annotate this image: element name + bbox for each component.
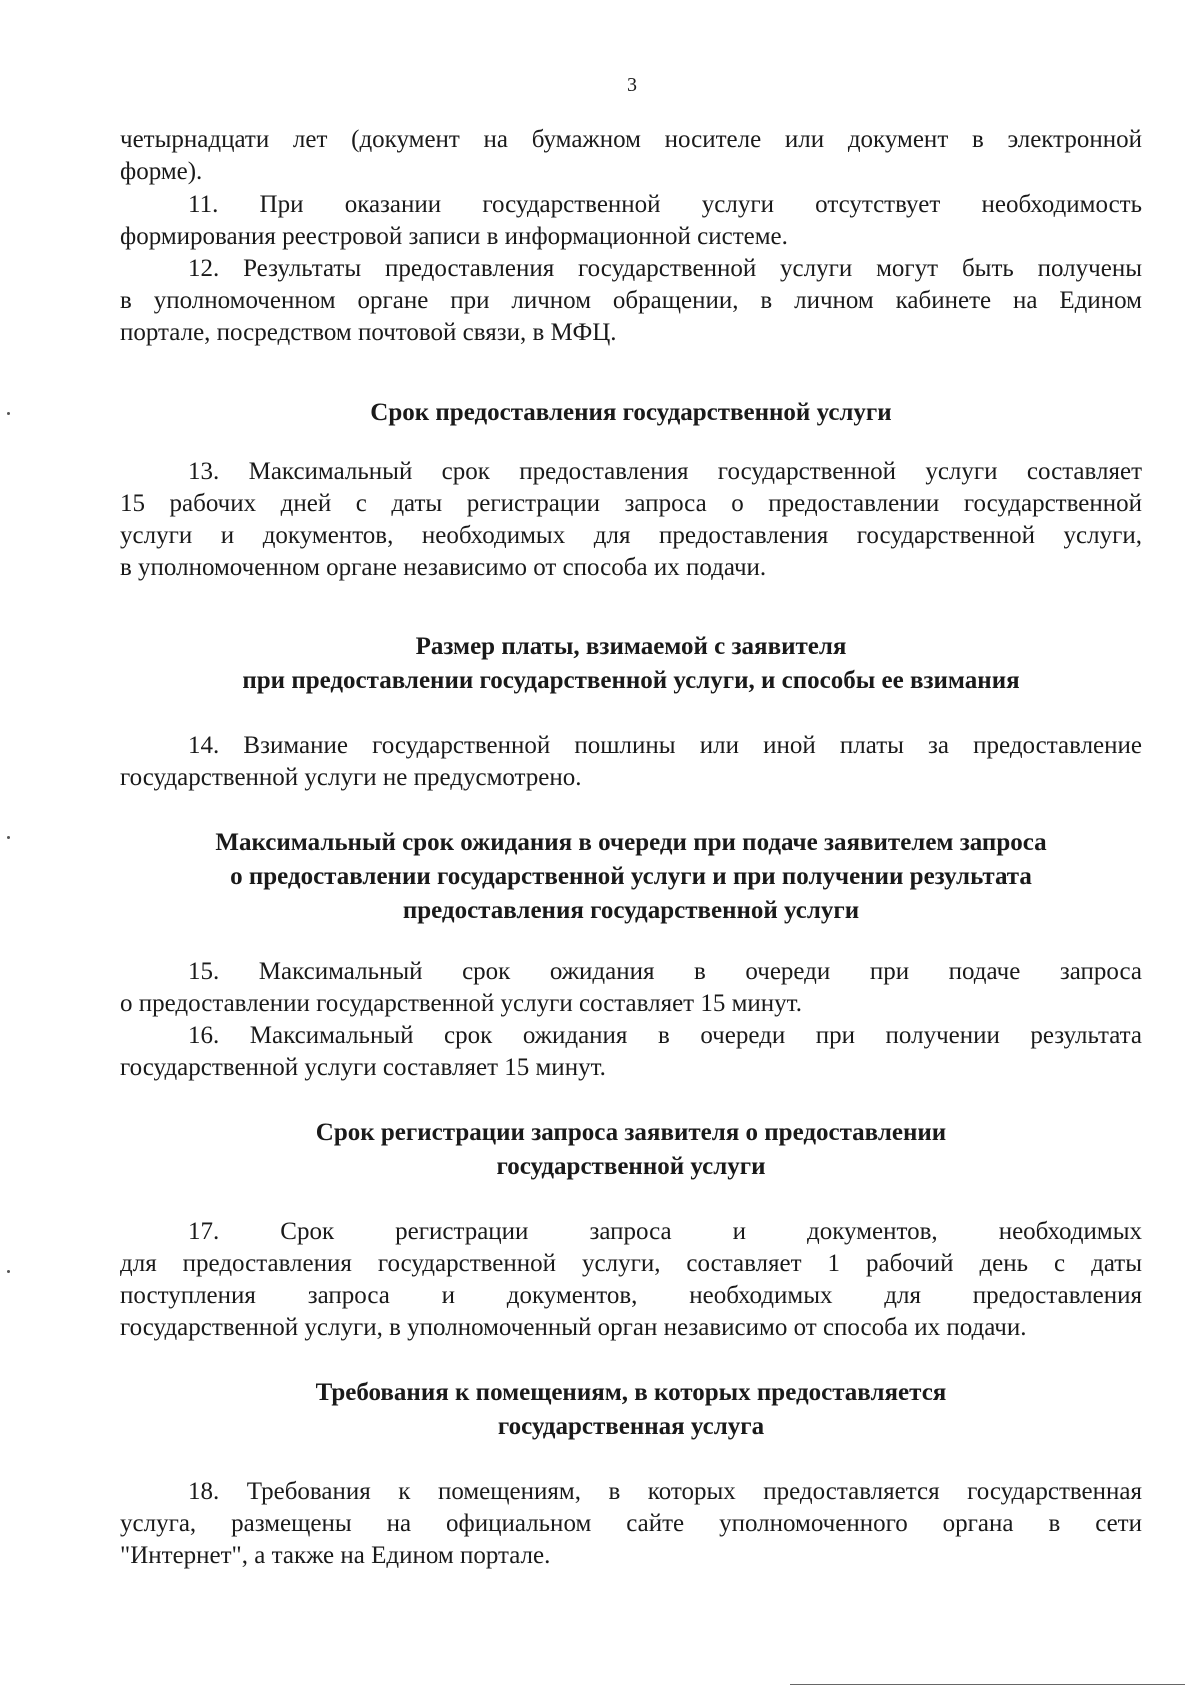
text-line: 15 рабочих дней с даты регистрации запроса о предоставлении государственной xyxy=(120,490,1142,517)
text-line: услуга, размещены на официальном сайте уполномоченного органа в сети xyxy=(120,1510,1142,1537)
paragraph-15 xyxy=(120,956,1142,1020)
section-heading-fee xyxy=(120,630,1142,698)
text-line: 14. Взимание государственной пошлины или иной платы за предоставление xyxy=(188,732,1142,759)
text-line: "Интернет", а также на Едином портале. xyxy=(120,1542,551,1569)
text-line: четырнадцати лет (документ на бумажном носителе или документ в электронной xyxy=(120,126,1142,153)
text-line: 11. При оказании государственной услуги отсутствует необходимость xyxy=(188,191,1142,218)
paragraph-12 xyxy=(120,253,1142,349)
text-line: поступления запроса и документов, необходимых для предоставления xyxy=(120,1282,1142,1309)
paragraph-18 xyxy=(120,1476,1142,1572)
heading-line: государственная услуга xyxy=(497,1413,765,1440)
margin-mark xyxy=(7,836,10,839)
scan-artifact-line xyxy=(790,1684,1185,1685)
section-heading-queue xyxy=(120,826,1142,928)
section-heading-term xyxy=(120,396,1142,430)
margin-mark xyxy=(7,1270,10,1273)
text-line: 15. Максимальный срок ожидания в очереди при подаче запроса xyxy=(188,958,1142,985)
paragraph-16 xyxy=(120,1020,1142,1084)
text-line: о предоставлении государственной услуги составляет 15 минут. xyxy=(120,990,802,1017)
paragraph-11 xyxy=(120,189,1142,253)
heading-line: государственной услуги xyxy=(496,1153,766,1180)
text-line: государственной услуги, в уполномоченный орган независимо от способа их подачи. xyxy=(120,1314,1027,1341)
text-line: 16. Максимальный срок ожидания в очереди при получении результата xyxy=(188,1022,1142,1049)
text-line: для предоставления государственной услуги, составляет 1 рабочий день с даты xyxy=(120,1250,1142,1277)
heading-line: Срок предоставления государственной услуги xyxy=(370,399,892,426)
section-heading-premises xyxy=(120,1376,1142,1444)
heading-line: предоставления государственной услуги xyxy=(402,897,860,924)
paragraph-14 xyxy=(120,730,1142,794)
text-line: формирования реестровой записи в информационной системе. xyxy=(120,223,788,250)
heading-line: Требования к помещениям, в которых предоставляется xyxy=(315,1379,947,1406)
text-line: 13. Максимальный срок предоставления государственной услуги составляет xyxy=(188,458,1142,485)
text-line: портале, посредством почтовой связи, в МФЦ. xyxy=(120,319,617,346)
text-line: государственной услуги не предусмотрено. xyxy=(120,764,582,791)
heading-line: при предоставлении государственной услуги, и способы ее взимания xyxy=(242,667,1020,694)
text-line: в уполномоченном органе при личном обращении, в личном кабинете на Едином xyxy=(120,287,1142,314)
paragraph-17 xyxy=(120,1216,1142,1344)
heading-line: Максимальный срок ожидания в очереди при подаче заявителем запроса xyxy=(215,829,1047,856)
heading-line: Срок регистрации запроса заявителя о предоставлении xyxy=(315,1119,947,1146)
text-line: в уполномоченном органе независимо от способа их подачи. xyxy=(120,554,767,581)
heading-line: Размер платы, взимаемой с заявителя xyxy=(415,633,847,660)
paragraph-13 xyxy=(120,456,1142,584)
page-number: 3 xyxy=(627,74,637,96)
text-line: государственной услуги составляет 15 минут. xyxy=(120,1054,606,1081)
text-line: 17. Срок регистрации запроса и документов, необходимых xyxy=(188,1218,1142,1245)
section-heading-registration xyxy=(120,1116,1142,1184)
text-line: 12. Результаты предоставления государственной услуги могут быть получены xyxy=(188,255,1142,282)
text-line: 18. Требования к помещениям, в которых предоставляется государственная xyxy=(188,1478,1142,1505)
paragraph-continuation xyxy=(120,124,1142,188)
heading-line: о предоставлении государственной услуги и при получении результата xyxy=(230,863,1032,890)
text-line: форме). xyxy=(120,158,203,185)
margin-mark xyxy=(7,412,10,415)
text-line: услуги и документов, необходимых для предоставления государственной услуги, xyxy=(120,522,1142,549)
